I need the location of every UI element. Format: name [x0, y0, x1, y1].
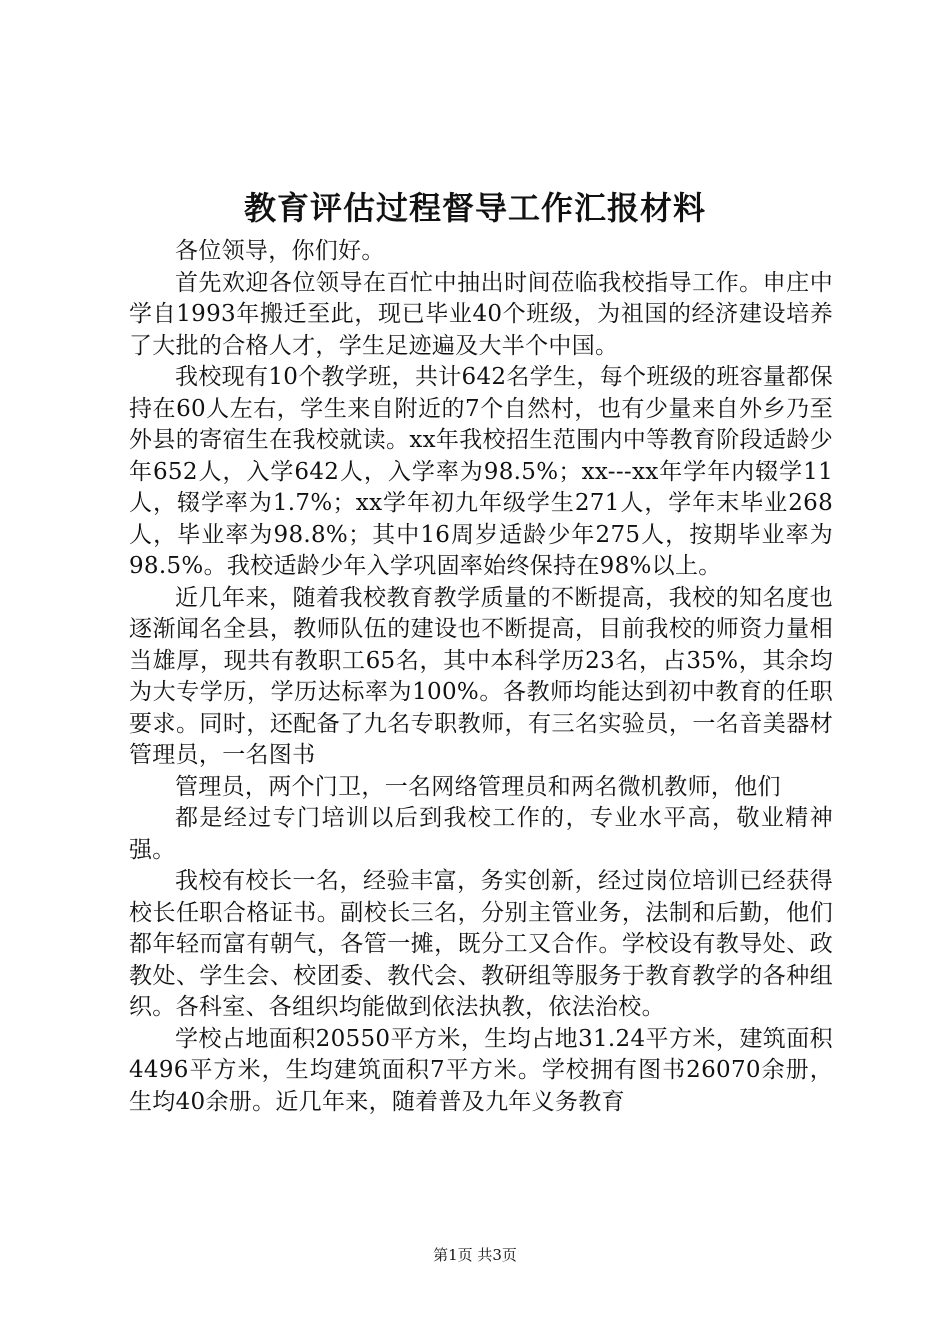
- paragraph: 我校有校长一名，经验丰富，务实创新，经过岗位培训已经获得校长任职合格证书。副校长三名，分别主管业务，法制和后勤，他们都年轻而富有朝气，各管一摊，既分工又合作。学校设有教导处、政教处、学生会、校团委、教代会、教研组等服务于教育教学的各种组织。各科室、各组织均能做到依法执教，依法治校。: [129, 868, 833, 1020]
- paragraph: 我校现有10个教学班，共计642名学生，每个班级的班容量都保持在60人左右，学生来自附近的7个自然村，也有少量来自外乡乃至外县的寄宿生在我校就读。xx年我校招生范围内中等教育阶段适龄少年652人，入学642人，入学率为98.5%；xx---xx年学年内辍学11人，辍学率为1.7%；xx学年初九年级学生271人，学年末毕业268人，毕业率为98.8%；其中16周岁适龄少年275人，按期毕业率为98.5%。我校适龄少年入学巩固率始终保持在98%以上。: [129, 364, 833, 579]
- paragraph: 首先欢迎各位领导在百忙中抽出时间莅临我校指导工作。申庄中学自1993年搬迁至此，现已毕业40个班级，为祖国的经济建设培养了大批的合格人才，学生足迹遍及大半个中国。: [129, 269, 833, 359]
- paragraph: 各位领导，你们好。: [175, 238, 385, 264]
- paragraph: 学校占地面积20550平方米，生均占地31.24平方米，建筑面积4496平方米，生均建筑面积7平方米。学校拥有图书26070余册，生均40余册。近几年来，随着普及九年义务教育: [129, 1025, 833, 1115]
- paragraph: 都是经过专门培训以后到我校工作的，专业水平高，敬业精神强。: [129, 805, 833, 863]
- document-body: [129, 236, 833, 1118]
- paragraph: 近几年来，随着我校教育教学质量的不断提高，我校的知名度也逐渐闻名全县，教师队伍的建设也不断提高，目前我校的师资力量相当雄厚，现共有教职工65名，其中本科学历23名，占35%，其余均为大专学历，学历达标率为100%。各教师均能达到初中教育的任职要求。同时，还配备了九名专职教师，有三名实验员，一名音美器材管理员，一名图书: [129, 584, 833, 768]
- paragraph: 管理员，两个门卫，一名网络管理员和两名微机教师，他们: [175, 773, 781, 800]
- document-title: 教育评估过程督导工作汇报材料: [243, 189, 706, 227]
- page-number-footer: 第1页 共3页: [433, 1246, 517, 1264]
